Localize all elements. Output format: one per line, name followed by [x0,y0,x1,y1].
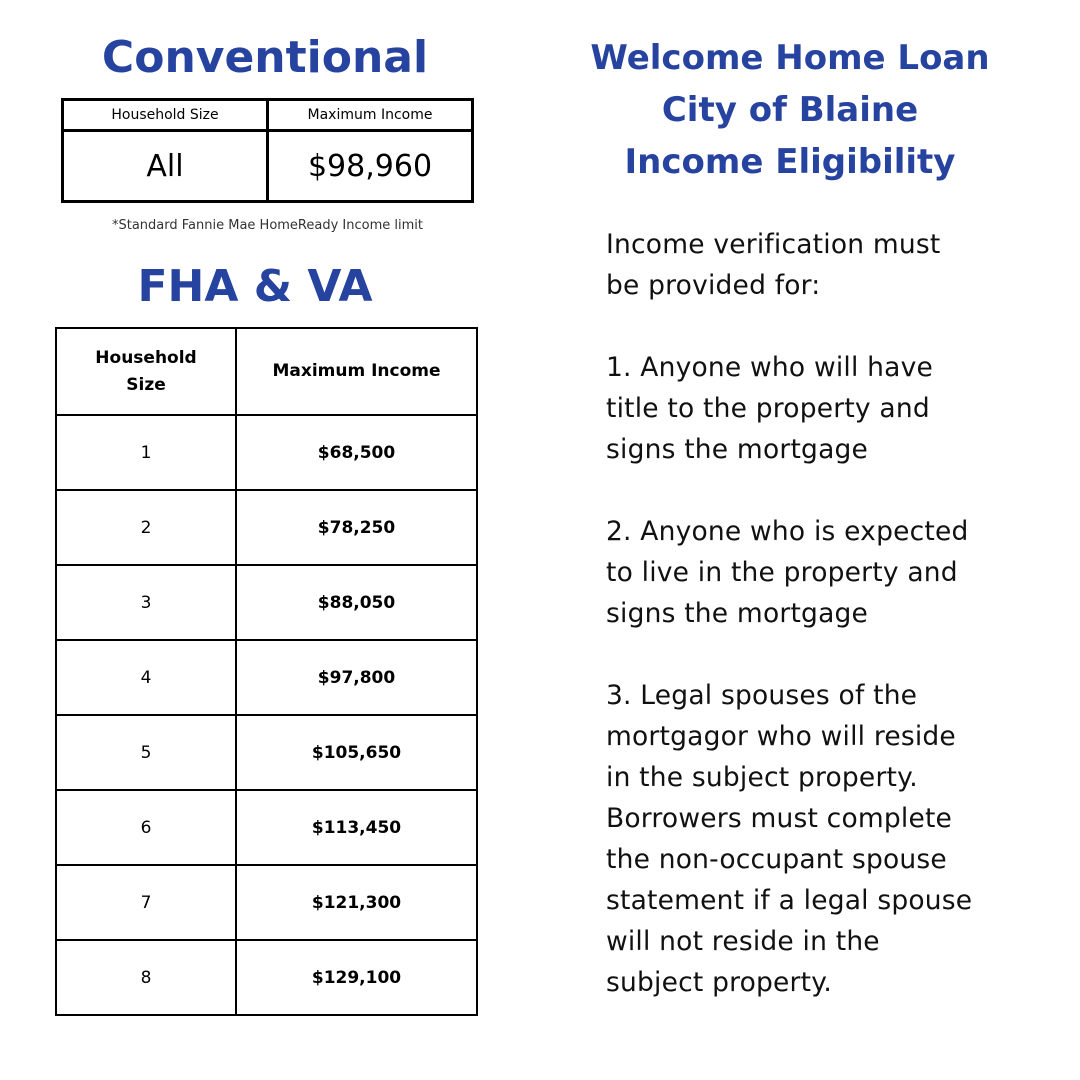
household-size-cell: 6 [56,790,236,865]
table-row [56,565,477,640]
text-line: 3. Legal spouses of the [606,680,918,711]
table-row [56,490,477,565]
table-row [56,790,477,865]
fha-va-table [55,327,478,1016]
table-header-row [63,100,473,131]
text-line: title to the property and [606,393,930,424]
household-size-cell: 7 [56,865,236,940]
household-size-cell: 5 [56,715,236,790]
requirement-3-paragraph [606,675,1016,1003]
text-line: 2. Anyone who is expected [606,516,969,547]
conventional-footnote: *Standard Fannie Mae HomeReady Income limit [111,218,423,233]
text-line: in the subject property. [606,762,918,793]
header-maximum-income: Maximum Income [236,328,477,415]
header-maximum-income: Maximum Income [268,100,473,131]
conventional-table [61,98,474,203]
text-line: signs the mortgage [606,434,869,465]
table-row [56,865,477,940]
household-size-cell: 2 [56,490,236,565]
program-title-line: Income Eligibility [624,142,956,182]
text-line: 1. Anyone who will have [606,352,933,383]
fha-va-title: FHA & VA [137,261,373,312]
table-row [56,640,477,715]
maximum-income-cell: $88,050 [236,565,477,640]
conventional-title: Conventional [101,32,429,83]
household-size-cell: All [63,131,268,202]
text-line: statement if a legal spouse [606,885,973,916]
text-line: to live in the property and [606,557,958,588]
table-header-row [56,328,477,415]
maximum-income-cell: $98,960 [268,131,473,202]
table-row [63,131,473,202]
program-title-line: City of Blaine [661,90,919,130]
intro-paragraph [606,224,1016,306]
requirement-1-paragraph [606,347,1016,470]
maximum-income-cell: $113,450 [236,790,477,865]
program-title [580,32,1000,188]
text-line: subject property. [606,967,832,998]
text-line: Income verification must [606,229,941,260]
maximum-income-cell: $68,500 [236,415,477,490]
table-row [56,715,477,790]
table-row [56,940,477,1015]
header-household-size-line2: Size [126,374,166,395]
maximum-income-cell: $78,250 [236,490,477,565]
text-line: signs the mortgage [606,598,869,629]
text-line: Borrowers must complete [606,803,953,834]
header-household-size [56,328,236,415]
text-line: be provided for: [606,270,821,301]
program-title-line: Welcome Home Loan [590,38,990,78]
household-size-cell: 1 [56,415,236,490]
header-household-size: Household Size [63,100,268,131]
text-line: will not reside in the [606,926,880,957]
header-household-size-line1: Household [95,347,197,368]
maximum-income-cell: $129,100 [236,940,477,1015]
household-size-cell: 3 [56,565,236,640]
household-size-cell: 4 [56,640,236,715]
requirement-2-paragraph [606,511,1016,634]
income-verification-text [606,224,1016,1044]
household-size-cell: 8 [56,940,236,1015]
table-row [56,415,477,490]
maximum-income-cell: $97,800 [236,640,477,715]
maximum-income-cell: $105,650 [236,715,477,790]
text-line: the non-occupant spouse [606,844,947,875]
maximum-income-cell: $121,300 [236,865,477,940]
text-line: mortgagor who will reside [606,721,956,752]
